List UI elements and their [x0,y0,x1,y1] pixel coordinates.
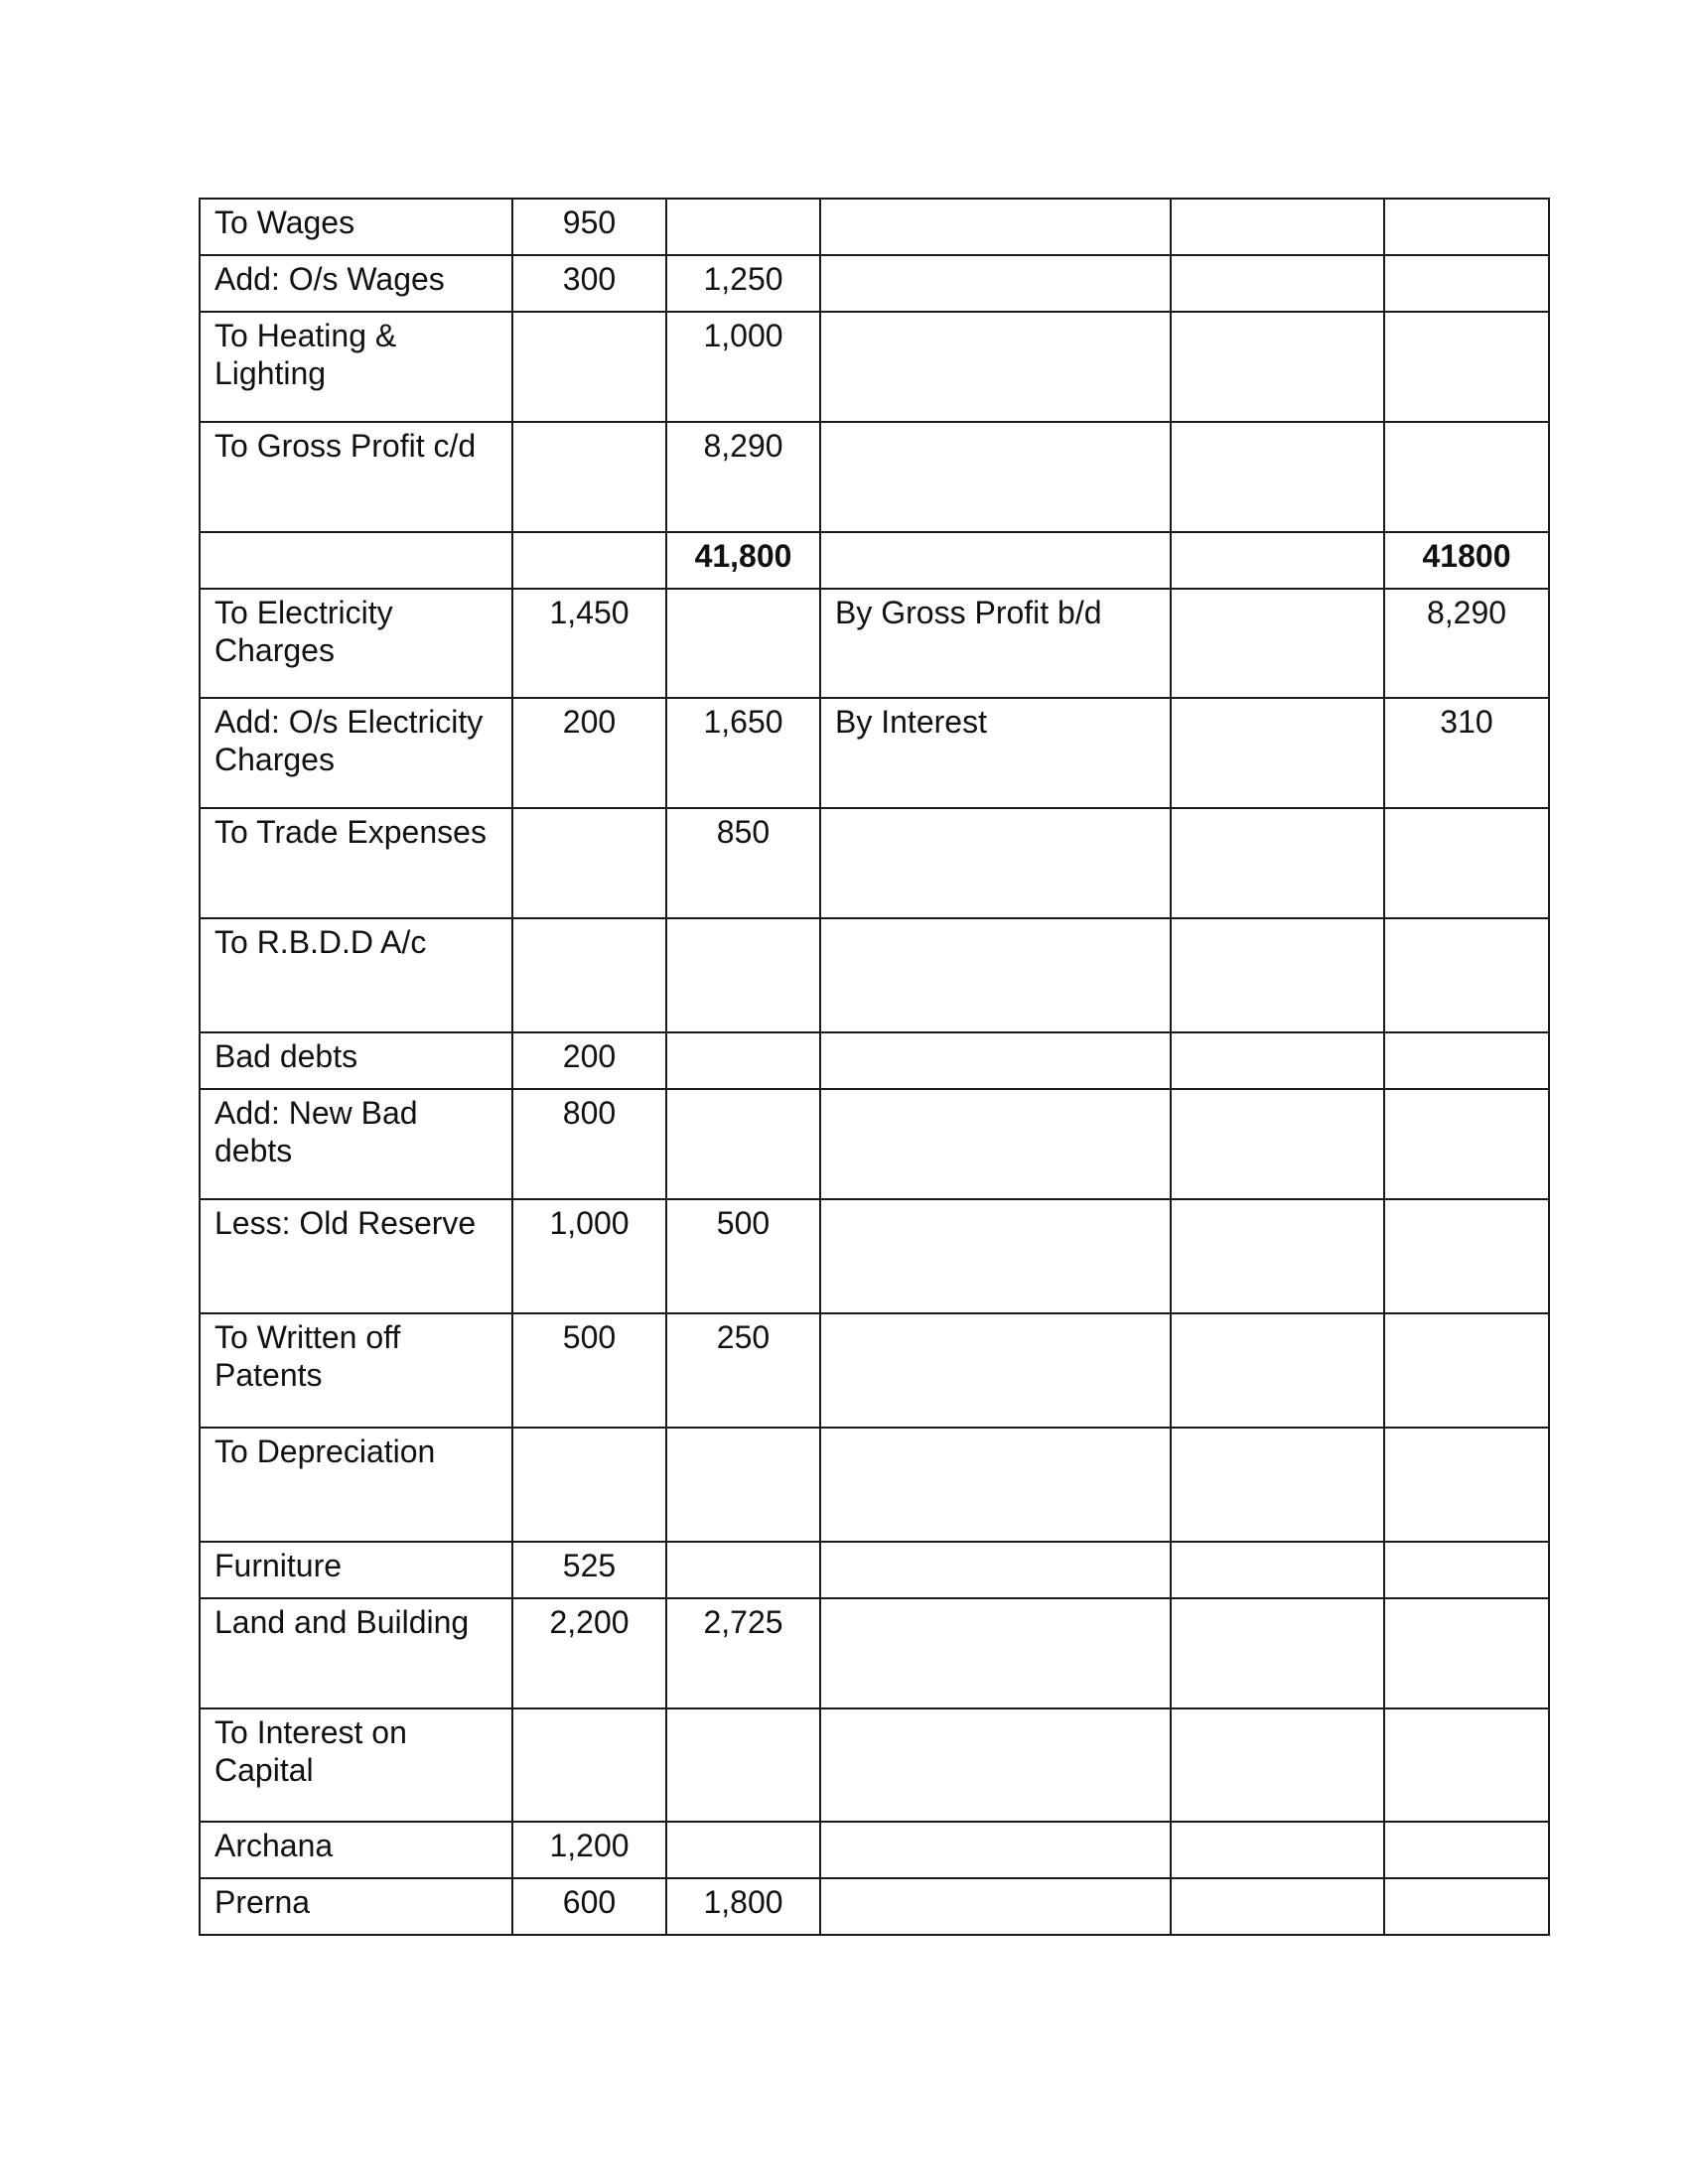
debit-total-cell [666,199,820,255]
table-row [200,1089,1549,1199]
credit-total-cell [1384,1598,1549,1708]
debit-amount-cell: 300 [512,255,666,312]
debit-amount-cell: 1,000 [512,1199,666,1313]
table-row [200,808,1549,918]
table-row [200,312,1549,422]
credit-amount-cell [1171,1598,1384,1708]
credit-amount-cell [1171,1878,1384,1935]
debit-amount-cell [512,808,666,918]
table-row [200,1822,1549,1878]
debit-amount-cell: 950 [512,199,666,255]
credit-particulars-cell [820,1542,1171,1598]
credit-particulars-cell [820,312,1171,422]
credit-grand-total-cell: 41800 [1384,532,1549,589]
credit-total-cell [1384,1878,1549,1935]
debit-total-cell: 1,650 [666,698,820,808]
debit-total-cell: 500 [666,1199,820,1313]
credit-particulars-cell [820,199,1171,255]
credit-particulars-cell [820,1822,1171,1878]
credit-total-cell [1384,1708,1549,1822]
credit-amount-cell [1171,1542,1384,1598]
debit-particulars-cell: To Heating & Lighting [200,312,512,422]
table-row [200,1708,1549,1822]
debit-particulars-cell: To Gross Profit c/d [200,422,512,532]
debit-total-cell [666,589,820,698]
credit-amount-cell [1171,1822,1384,1878]
debit-total-cell: 1,250 [666,255,820,312]
debit-amount-cell [512,918,666,1032]
table-row [200,199,1549,255]
table-row [200,422,1549,532]
debit-amount-cell: 2,200 [512,1598,666,1708]
credit-amount-cell [1171,698,1384,808]
debit-total-cell [666,1089,820,1199]
debit-amount-cell: 600 [512,1878,666,1935]
debit-particulars-cell: Add: O/s Electricity Charges [200,698,512,808]
credit-total-cell [1384,312,1549,422]
debit-particulars-cell: Add: New Bad debts [200,1089,512,1199]
credit-amount-cell [1171,312,1384,422]
debit-total-cell: 1,800 [666,1878,820,1935]
table-row [200,1598,1549,1708]
credit-particulars-cell [820,808,1171,918]
debit-particulars-cell: To Written off Patents [200,1313,512,1428]
credit-total-cell: 8,290 [1384,589,1549,698]
credit-total-cell: 310 [1384,698,1549,808]
credit-amount-cell [1171,589,1384,698]
table-row [200,255,1549,312]
debit-particulars-cell: To Depreciation [200,1428,512,1542]
credit-particulars-cell [820,422,1171,532]
debit-amount-cell: 200 [512,1032,666,1089]
debit-amount-cell: 200 [512,698,666,808]
credit-particulars-cell [820,255,1171,312]
credit-particulars-cell [820,1032,1171,1089]
credit-particulars-cell [820,1708,1171,1822]
credit-total-cell [1384,1542,1549,1598]
debit-total-cell [666,918,820,1032]
credit-particulars-cell: By Interest [820,698,1171,808]
debit-amount-cell [512,532,666,589]
debit-particulars-cell: To R.B.D.D A/c [200,918,512,1032]
credit-particulars-cell [820,1089,1171,1199]
debit-amount-cell: 525 [512,1542,666,1598]
credit-total-cell [1384,1089,1549,1199]
account-table [199,198,1550,1936]
table-row [200,1428,1549,1542]
credit-amount-cell [1171,1199,1384,1313]
credit-amount-cell [1171,422,1384,532]
debit-particulars-cell: Furniture [200,1542,512,1598]
debit-total-cell: 8,290 [666,422,820,532]
debit-amount-cell: 500 [512,1313,666,1428]
debit-particulars-cell: To Wages [200,199,512,255]
credit-total-cell [1384,1032,1549,1089]
credit-particulars-cell [820,918,1171,1032]
credit-amount-cell [1171,918,1384,1032]
credit-amount-cell [1171,255,1384,312]
debit-total-cell: 2,725 [666,1598,820,1708]
table-row [200,1878,1549,1935]
debit-particulars-cell: To Trade Expenses [200,808,512,918]
debit-total-cell [666,1542,820,1598]
credit-amount-cell [1171,1089,1384,1199]
table-row [200,1313,1549,1428]
debit-amount-cell: 1,200 [512,1822,666,1878]
debit-total-cell: 250 [666,1313,820,1428]
credit-amount-cell [1171,808,1384,918]
credit-total-cell [1384,1199,1549,1313]
credit-amount-cell [1171,199,1384,255]
table-row [200,589,1549,698]
credit-total-cell [1384,1822,1549,1878]
debit-particulars-cell: Bad debts [200,1032,512,1089]
credit-total-cell [1384,255,1549,312]
debit-particulars-cell: Less: Old Reserve [200,1199,512,1313]
credit-total-cell [1384,1313,1549,1428]
table-row [200,1032,1549,1089]
credit-total-cell [1384,199,1549,255]
debit-particulars-cell: To Interest on Capital [200,1708,512,1822]
debit-total-cell [666,1428,820,1542]
credit-total-cell [1384,918,1549,1032]
debit-particulars-cell [200,532,512,589]
debit-total-cell [666,1708,820,1822]
credit-particulars-cell [820,1598,1171,1708]
debit-amount-cell: 800 [512,1089,666,1199]
totals-row [200,532,1549,589]
credit-total-cell [1384,422,1549,532]
debit-total-cell: 850 [666,808,820,918]
credit-total-cell [1384,808,1549,918]
credit-particulars-cell [820,1878,1171,1935]
credit-total-cell [1384,1428,1549,1542]
table-row [200,1542,1549,1598]
debit-total-cell [666,1822,820,1878]
credit-particulars-cell [820,532,1171,589]
credit-amount-cell [1171,1708,1384,1822]
credit-amount-cell [1171,1428,1384,1542]
credit-amount-cell [1171,532,1384,589]
debit-particulars-cell: Archana [200,1822,512,1878]
debit-particulars-cell: Add: O/s Wages [200,255,512,312]
debit-amount-cell [512,422,666,532]
debit-particulars-cell: To Electricity Charges [200,589,512,698]
account-table-body [200,199,1549,1935]
debit-amount-cell [512,1708,666,1822]
credit-particulars-cell [820,1199,1171,1313]
debit-total-cell [666,1032,820,1089]
table-row [200,918,1549,1032]
table-row [200,698,1549,808]
debit-amount-cell: 1,450 [512,589,666,698]
debit-total-cell: 1,000 [666,312,820,422]
credit-amount-cell [1171,1313,1384,1428]
credit-particulars-cell: By Gross Profit b/d [820,589,1171,698]
credit-particulars-cell [820,1428,1171,1542]
credit-amount-cell [1171,1032,1384,1089]
table-row [200,1199,1549,1313]
debit-particulars-cell: Prerna [200,1878,512,1935]
debit-amount-cell [512,1428,666,1542]
debit-amount-cell [512,312,666,422]
credit-particulars-cell [820,1313,1171,1428]
debit-particulars-cell: Land and Building [200,1598,512,1708]
debit-grand-total-cell: 41,800 [666,532,820,589]
